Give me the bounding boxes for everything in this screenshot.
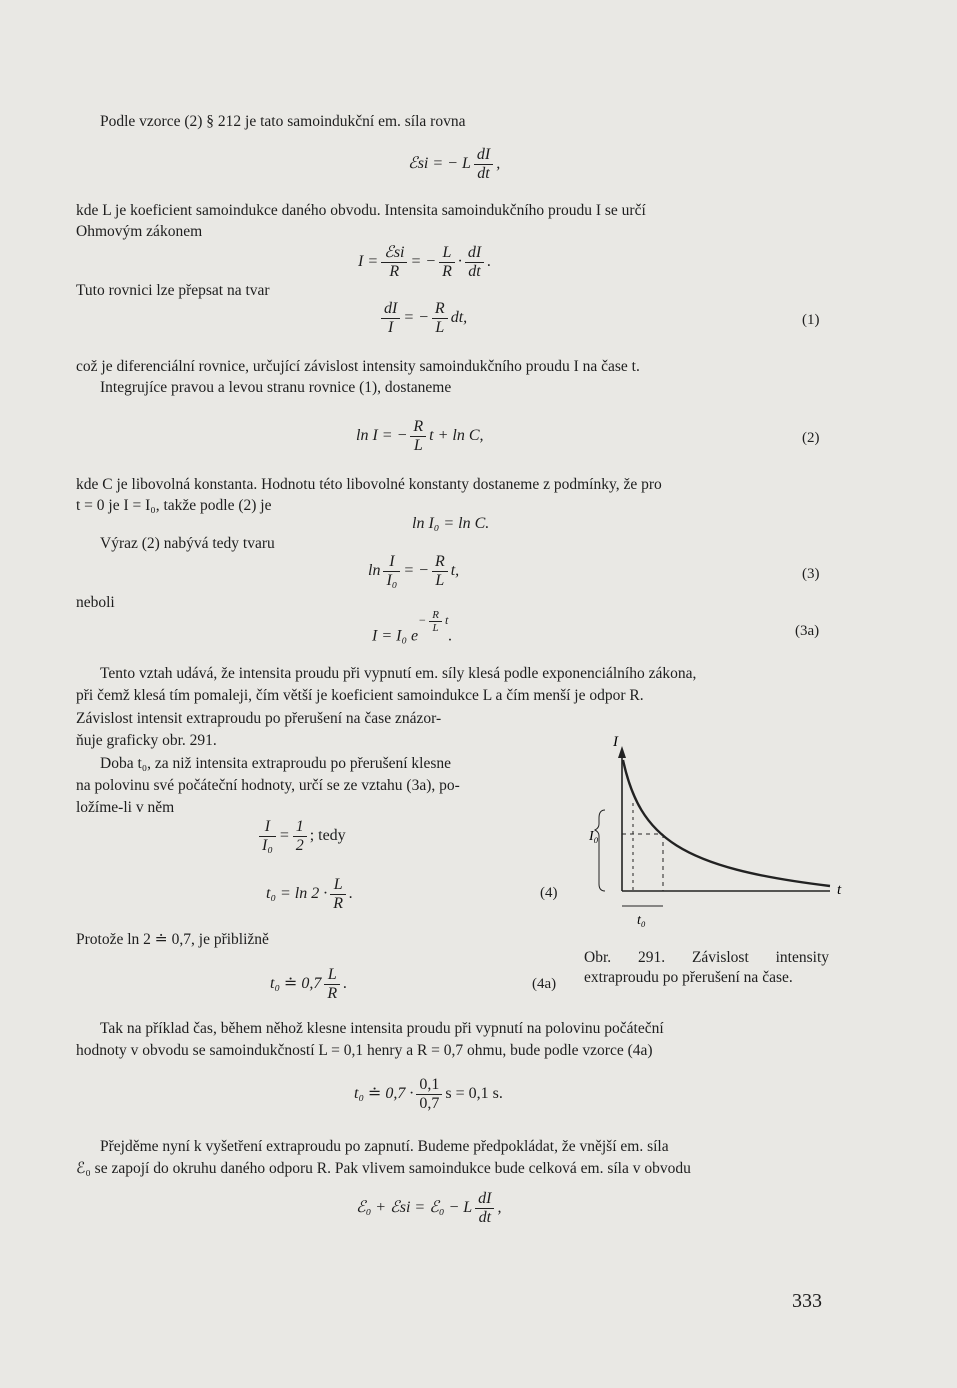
text-line: ložíme-li v něm	[76, 799, 175, 816]
text-line: Přejděme nyní k vyšetření extraproudu po zapnutí. Budeme předpokládat, že vnější em. síla	[100, 1138, 669, 1155]
text-line: Ohmovým zákonem	[76, 223, 203, 240]
text-line: neboli	[76, 594, 115, 611]
text-line: Závislost intensit extraproudu po přerušení na čase znázor-	[76, 710, 442, 727]
equation-number: (3)	[802, 566, 820, 582]
text-line: kde L je koeficient samoindukce daného obvodu. Intensita samoindukčního proudu I se určí	[76, 202, 646, 219]
text-line: Protože ln 2 ≐ 0,7, je přibližně	[76, 931, 269, 948]
equation-total-emf: ℰ₀ + ℰsi = ℰ₀ − L $\frac{dI}{dt}$ ,	[356, 1190, 502, 1226]
y-axis-label: I	[613, 734, 618, 750]
text-line: kde C je libovolná konstanta. Hodnotu této libovolné konstanty dostaneme z podmínky, že pro	[76, 476, 662, 493]
equation-example: t₀ ≐ 0,7 · $\frac{0,1}{0,7}$ s = 0,1 s.	[354, 1076, 503, 1112]
text-line: což je diferenciální rovnice, určující závislost intensity samoindukčního proudu I na čase t.	[76, 358, 640, 375]
equation-1: $\frac{dI}{I}$ = − $\frac{R}{L}$ dt,	[378, 300, 467, 337]
equation-ohm: I = $\frac{\text{ℰsi}}{R}$ = − $\frac{L}{R}$ · $\frac{dI}{dt}$ .	[358, 244, 492, 280]
equation-4a: t₀ ≐ 0,7 $\frac{L}{R}$ .	[270, 966, 348, 1002]
text-line: ℰ₀ se zapojí do okruhu daného odporu R. Pak vlivem samoindukce bude celková em. síla v obvodu	[76, 1160, 691, 1177]
equation-number: (4)	[540, 885, 558, 901]
equation-4: t₀ = ln 2 · $\frac{L}{R}$ .	[266, 876, 354, 912]
equation-half: $\frac{I}{\text{I₀}}$ = $\frac{1}{2}$ ; tedy	[256, 818, 346, 855]
equation-3a: I = I₀ $e^{- \frac{R}{L} t}$.	[372, 609, 453, 645]
equation-2: ln I = − $\frac{R}{L}$ t + ln C,	[356, 418, 484, 454]
i0-label: I₀	[589, 829, 599, 844]
equation-number: (3a)	[795, 623, 820, 639]
text-line: Tento vztah udává, že intensita proudu při vypnutí em. síly klesá podle exponenciálního zákona,	[100, 665, 697, 682]
equation-ln-i0: ln I₀ = ln C.	[412, 515, 490, 532]
text-line: Podle vzorce (2) § 212 je tato samoindukční em. síla rovna	[100, 113, 466, 130]
text-line: hodnoty v obvodu se samoindukčností L = 0,1 henry a R = 0,7 ohmu, bude podle vzorce (4a)	[76, 1042, 653, 1059]
t0-label: t₀	[637, 913, 646, 928]
page-number: 333	[792, 1290, 822, 1312]
x-axis-label: t	[837, 882, 842, 898]
text-line: Výraz (2) nabývá tedy tvaru	[100, 535, 275, 552]
text-line: Tak na příklad čas, během něhož klesne intensita proudu při vypnutí na polovinu počáteční	[100, 1020, 664, 1037]
text-line: ňuje graficky obr. 291.	[76, 732, 217, 749]
figure-caption: Obr. 291. Závislost intensity extraproudu po přerušení na čase.	[584, 949, 829, 986]
y-axis-arrow-icon	[618, 746, 626, 758]
text-line: při čemž klesá tím pomaleji, čím větší je koeficient samoindukce L a čím menší je odpor R.	[76, 687, 644, 704]
decay-curve	[623, 760, 830, 886]
equation-emf-self: ℰsi = − L $\frac{dI}{dt}$ ,	[408, 146, 501, 182]
text-line: Doba t₀, za niž intensita extraproudu po přerušení klesne	[100, 755, 452, 772]
text-line: Integrujíce pravou a levou stranu rovnice (1), dostaneme	[100, 379, 452, 396]
text-line: Tuto rovnici lze přepsat na tvar	[76, 282, 270, 299]
figure-291	[585, 728, 850, 928]
text-line: na polovinu své počáteční hodnoty, určí se ze vztahu (3a), po-	[76, 777, 460, 794]
equation-number: (4a)	[532, 976, 557, 992]
equation-number: (1)	[802, 312, 820, 328]
text-line: t = 0 je I = I₀, takže podle (2) je	[76, 497, 272, 514]
equation-3: ln $\frac{I}{\text{I₀}}$ = − $\frac{R}{L}$ t,	[368, 553, 460, 589]
equation-number: (2)	[802, 430, 820, 446]
i0-brace	[595, 810, 605, 891]
